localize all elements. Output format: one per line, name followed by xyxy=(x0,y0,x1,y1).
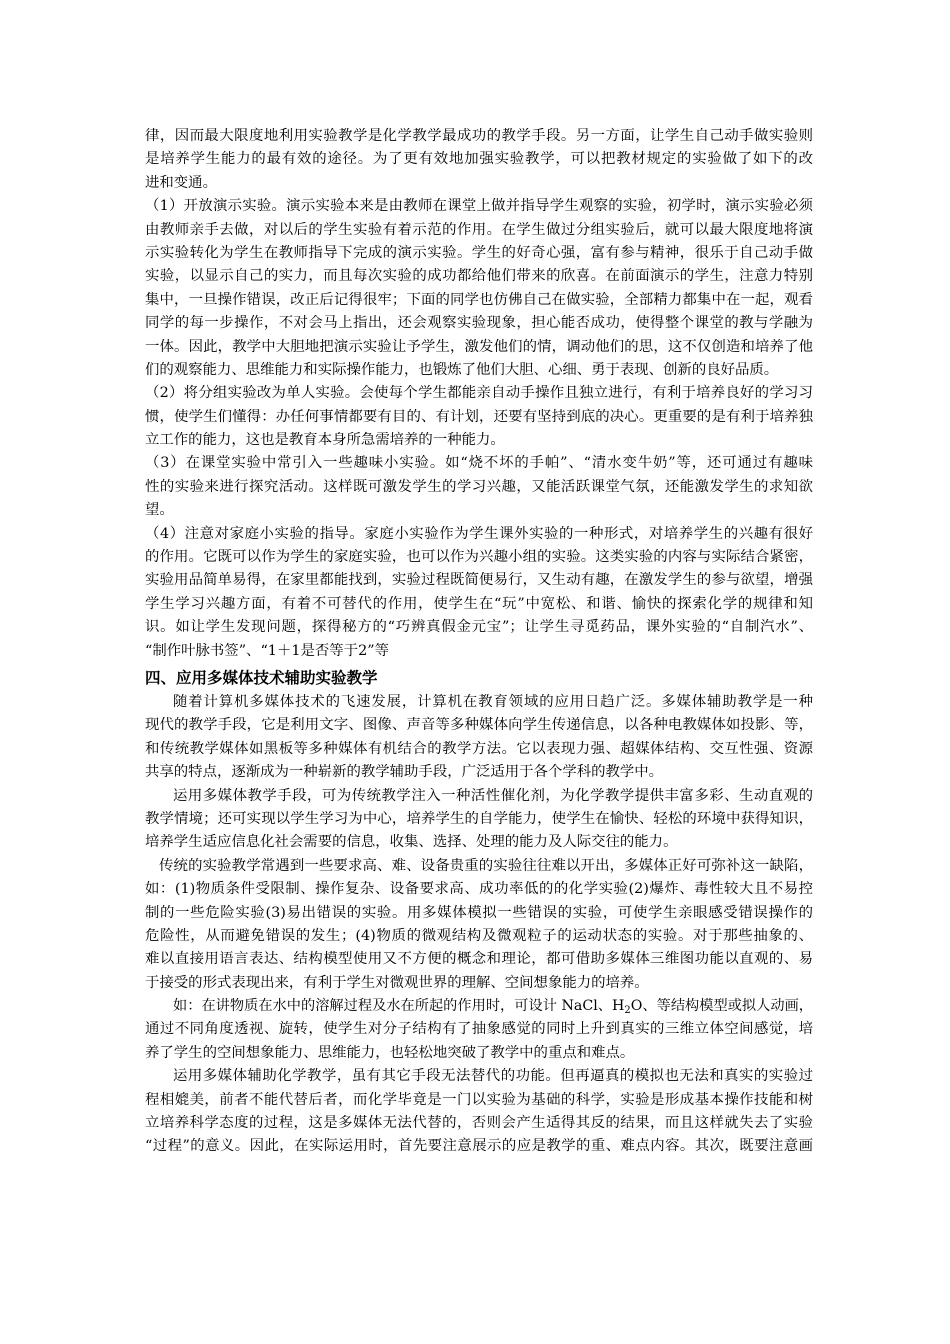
limitations-paragraph xyxy=(145,1065,813,1159)
text-line: 望。 xyxy=(145,502,174,519)
text-line: 如：(1)物质条件受限制、操作复杂、设备要求高、成功率低的的化学实验(2)爆炸、毒性较大且不易控 xyxy=(145,881,813,898)
text-line: 示实验转化为学生在教师指导下完成的演示实验。学生的好奇心强，富有参与精神，很乐于自己动手做 xyxy=(145,244,813,261)
text-line: （4）注意对家庭小实验的指导。家庭小实验作为学生课外实验的一种形式，对培养学生的兴趣有很好 xyxy=(145,525,813,542)
item-home-experiments xyxy=(145,523,813,663)
item-open-demonstration xyxy=(145,195,813,382)
text-line: 立培养科学态度的过程，这是多媒体无法代替的，否则会产生适得其反的结果，而且这样就失去了实验 xyxy=(145,1115,813,1132)
text-line: 于接受的形式表现出来，有利于学生对微观世界的理解、空间想象能力的培养。 xyxy=(145,974,649,991)
text-line: 教学情境；还可实现以学生学习为中心，培养学生的自学能力，使学生在愉快、轻松的环境中获得知识， xyxy=(145,810,813,827)
text-line: （2）将分组实验改为单人实验。会使每个学生都能亲自动手操作且独立进行，有利于培养良好的学习习 xyxy=(145,385,813,402)
text-line: 同学的每一步操作，不对会马上指出，还会观察实验现象，担心能否成功，使得整个课堂的教与学融为 xyxy=(145,315,813,332)
text-line: 集中，一旦操作错误，改正后记得很牢；下面的同学也仿佛自己在做实验，全部精力都集中在一起，观看 xyxy=(145,291,813,308)
intro-paragraph xyxy=(145,125,813,195)
text-line: 通过不同角度透视、旋转，使学生对分子结构有了抽象感觉的同时上升到真实的三维立体空间感觉，培 xyxy=(145,1021,813,1038)
text-line: 惯，使学生们懂得：办任何事情都要有目的、有计划，还要有坚持到底的决心。更重要的是有利于培养独 xyxy=(145,408,813,425)
item-single-experiment xyxy=(145,382,813,452)
text-line: 制的一些危险实验(3)易出错误的实验。用多媒体模拟一些错误的实验，可使学生亲眼感受错误操作的 xyxy=(145,904,813,921)
formula-text-post: O、等结构模型或拟人动画， xyxy=(630,998,813,1015)
text-line: 立工作的能力，这也是教育本身所急需培养的一种能力。 xyxy=(145,432,505,449)
text-line: “制作叶脉书签”、“1＋1是否等于2”等 xyxy=(145,642,389,659)
text-line: 和传统教学媒体如黑板等多种媒体有机结合的教学方法。它以表现力强、超媒体结构、交互性强、资源 xyxy=(145,740,813,757)
item-fun-experiments xyxy=(145,452,813,522)
text-line: 随着计算机多媒体技术的飞速发展，计算机在教育领域的应用日趋广泛。多媒体辅助教学是一种 xyxy=(173,693,813,710)
text-line: 运用多媒体教学手段，可为传统教学注入一种活性催化剂，为化学教学提供丰富多彩、生动直观的 xyxy=(173,787,813,804)
document-page xyxy=(145,125,813,1159)
text-line: 们的观察能力、思维能力和实际操作能力，也锻炼了他们大胆、心细、勇于表现、创新的良好品质。 xyxy=(145,361,779,378)
text-line: 实验，以显示自己的实力，而且每次实验的成功都给他们带来的欣喜。在前面演示的学生，注意力特别 xyxy=(145,268,813,285)
text-line: 由教师亲手去做，对以后的学生实验有着示范的作用。在学生做过分组实验后，就可以最大限度地将演 xyxy=(145,221,813,238)
text-line: （3）在课堂实验中常引入一些趣味小实验。如“烧不坏的手帕”、“清水变牛奶”等，还可通过有趣味 xyxy=(145,455,813,472)
text-line: 进和变通。 xyxy=(145,174,217,191)
text-line: 是培养学生能力的最有效的途径。为了更有效地加强实验教学，可以把教材规定的实验做了如下的改 xyxy=(145,151,813,168)
text-line: 共享的特点，逐渐成为一种崭新的教学辅助手段，广泛适用于各个学科的教学中。 xyxy=(145,764,664,781)
text-line: 难以直接用语言表达、结构模型使用又不方便的概念和理论，都可借助多媒体三维图功能以直观的、易 xyxy=(145,951,813,968)
text-line: “过程”的意义。因此，在实际运用时，首先要注意展示的应是教学的重、难点内容。其次，既要注意画 xyxy=(145,1138,813,1155)
text-line: 实验用品简单易得，在家里都能找到，实验过程既简便易行，又生动有趣，在激发学生的参与欲望，增强 xyxy=(145,572,813,589)
multimedia-benefits-paragraph xyxy=(145,785,813,855)
multimedia-intro-paragraph xyxy=(145,691,813,785)
text-line: 律，因而最大限度地利用实验教学是化学教学最成功的教学手段。另一方面，让学生自己动手做实验则 xyxy=(145,128,813,144)
text-line: 现代的教学手段，它是利用文字、图像、声音等多种媒体向学生传递信息，以各种电教媒体如投影、等， xyxy=(145,717,813,734)
text-line: 培养学生适应信息化社会需要的信息，收集、选择、处理的能力及人际交往的能力。 xyxy=(145,834,678,851)
text-line: 识。如让学生发现问题，探得秘方的“巧辨真假金元宝”；让学生寻觅药品，课外实验的“自制汽水”、 xyxy=(145,619,813,636)
text-line: 危险性，从而避免错误的发生；(4)物质的微观结构及微观粒子的运动状态的实验。对于那些抽象的、 xyxy=(145,927,813,944)
formula-subscript: 2 xyxy=(624,1005,631,1017)
dissolution-example-paragraph xyxy=(145,995,813,1065)
section-heading: 四、应用多媒体技术辅助实验教学 xyxy=(145,668,378,687)
formula-text-pre: 如：在讲物质在水中的溶解过程及水在所起的作用时，可设计 NaCl、H xyxy=(173,998,625,1015)
text-line: 的作用。它既可以作为学生的家庭实验，也可以作为兴趣小组的实验。这类实验的内容与实际结合紧密， xyxy=(145,549,813,566)
text-line: 运用多媒体辅助化学教学，虽有其它手段无法替代的功能。但再逼真的模拟也无法和真实的实验过 xyxy=(173,1068,813,1085)
text-line: 一体。因此，教学中大胆地把演示实验让予学生，激发他们的情，调动他们的思，这不仅创造和培养了他 xyxy=(145,338,813,355)
text-line: 传统的实验教学常遇到一些要求高、难、设备贵重的实验往往难以开出，多媒体正好可弥补这一缺陷， xyxy=(159,857,813,874)
text-line: 学生学习兴趣方面，有着不可替代的作用，使学生在“玩”中宽松、和谐、愉快的探索化学的规律和知 xyxy=(145,595,813,612)
text-line: 性的实验来进行探究活动。这样既可激发学生的学习兴趣，又能活跃课堂气氛，还能激发学生的求知欲 xyxy=(145,478,813,495)
text-line-formula xyxy=(145,995,813,1018)
traditional-experiment-paragraph xyxy=(145,855,813,995)
text-line: 养了学生的空间想象能力、思维能力，也轻松地突破了教学中的重点和难点。 xyxy=(145,1044,635,1061)
text-line: 程相媲美，前者不能代替后者，而化学毕竟是一门以实验为基础的科学，实验是形成基本操作技能和树 xyxy=(145,1091,813,1108)
text-line: （1）开放演示实验。演示实验本来是由教师在课堂上做并指导学生观察的实验，初学时，演示实验必须 xyxy=(145,198,813,215)
